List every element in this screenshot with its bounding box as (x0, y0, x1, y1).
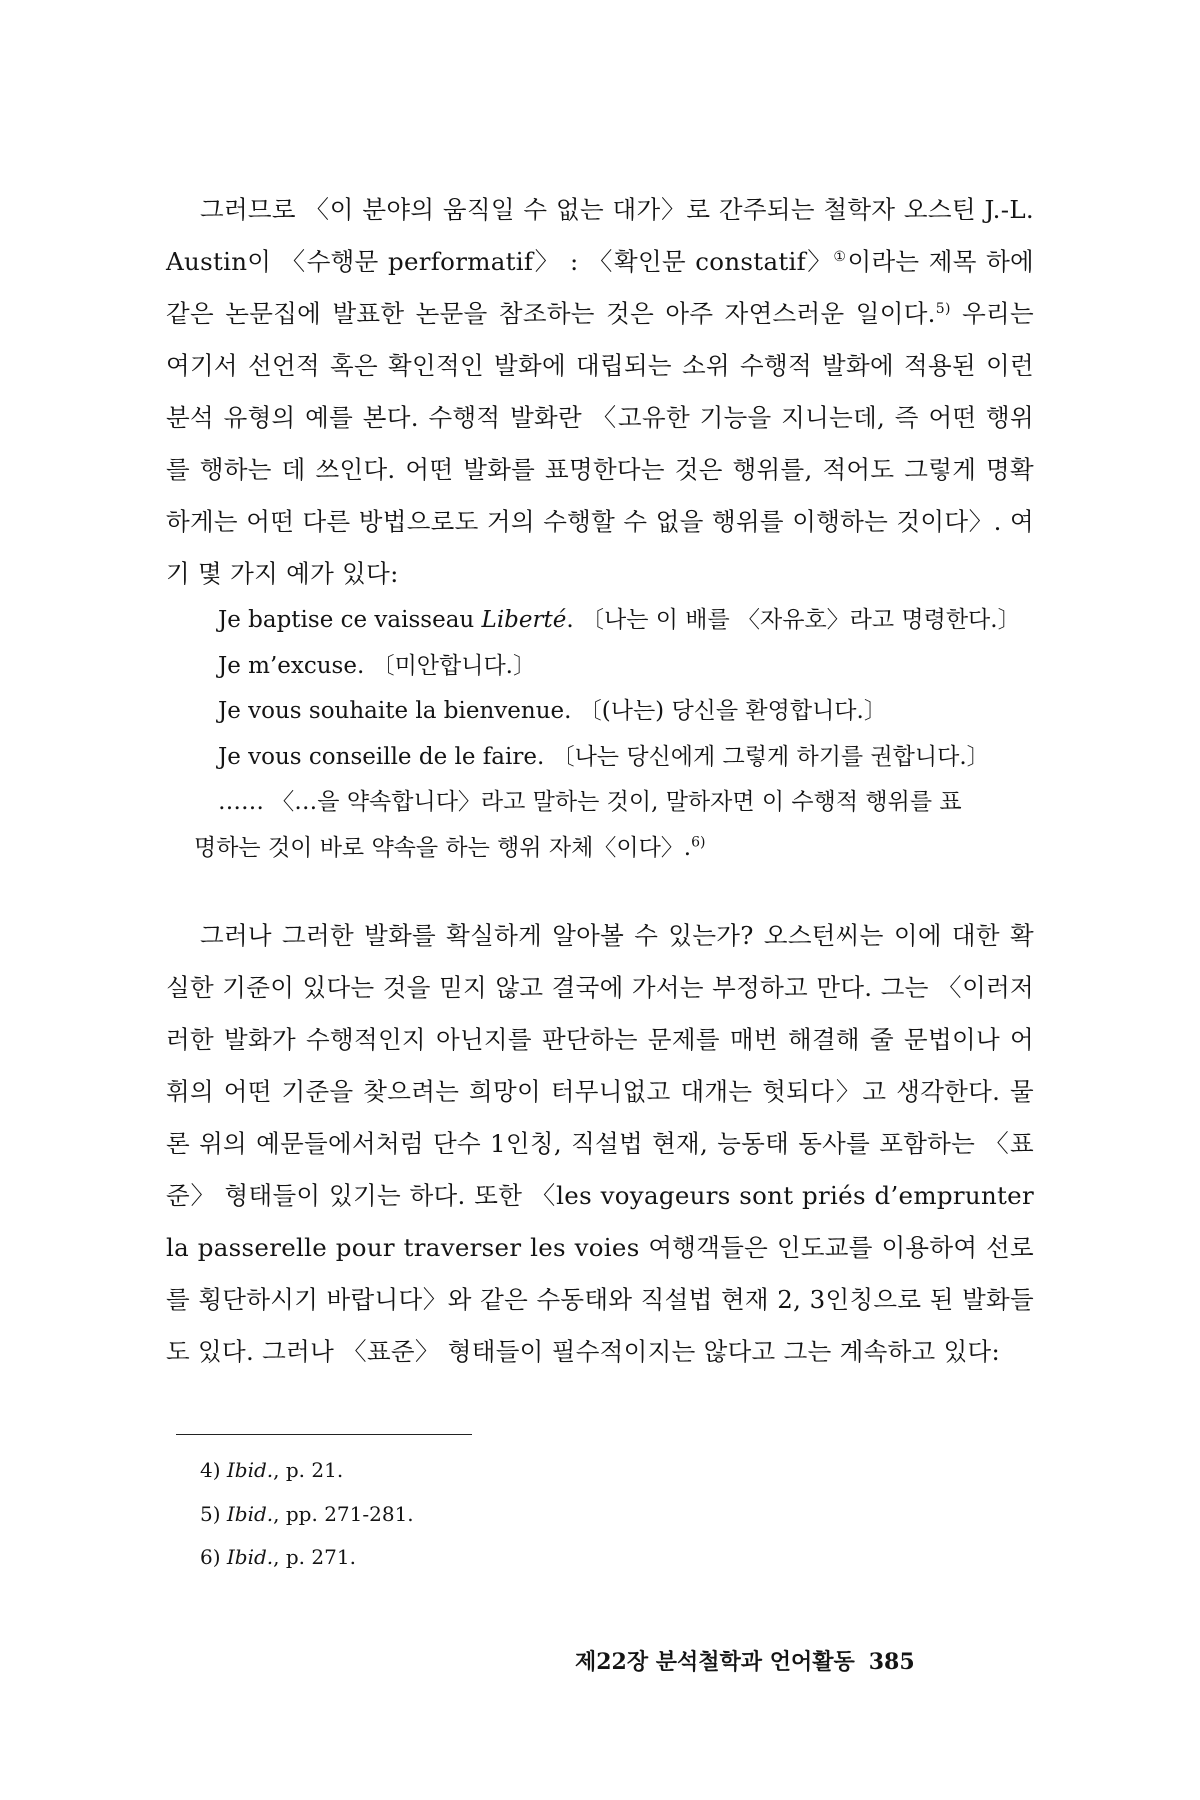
example-4-text: Je vous conseille de le faire. 〔나는 당신에게 그렇게 하기를 권합니다.〕 (218, 743, 990, 770)
paragraph-1-text-a: 그러므로 〈이 분야의 움직일 수 없는 대가〉로 간주되는 철학자 오스틴 J.-L. Austin이 〈수행문 performatif〉 : 〈확인문 constatif〉 (166, 195, 1034, 276)
footnote-5-marker: 5) (935, 300, 951, 317)
footnote-ref: Ibid. (226, 1458, 274, 1482)
footnote-item (200, 1536, 414, 1580)
example-line (218, 598, 1034, 644)
example-line (218, 735, 1034, 781)
example-line (218, 689, 1034, 735)
paragraph-2: 그러나 그러한 발화를 확실하게 알아볼 수 있는가? 오스턴씨는 이에 대한 확실한 기준이 있다는 것을 믿지 않고 결국에 가서는 부정하고 만다. 그는 〈이러저러한 발화가 수행적인지 아닌지를 판단하는 문제를 매번 해결해 줄 문법이나 어휘의 어떤 기준을 찾으려는 희망이 터무니없고 대개는 헛되다〉고 생각한다. 물론 위의 예문들에서처럼 단수 1인칭, 직설법 현재, 능동태 동사를 포함하는 〈표준〉 형태들이 있기는 하다. 또한 〈les voyageurs sont priés d’emprunter la passerelle pour traverser les voies 여행객들은 인도교를 이용하여 선로를 횡단하시기 바랍니다〉와 같은 수동태와 직설법 현재 2, 3인칭으로 된 발화들도 있다. 그러나 〈표준〉 형태들이 필수적이지는 않다고 그는 계속하고 있다: (166, 921, 1034, 1366)
footnote-rest: , pp. 271-281. (273, 1501, 414, 1526)
footnote-4-marker: ① (833, 248, 848, 265)
footnotes (200, 1449, 414, 1580)
footnote-ref: Ibid. (226, 1545, 274, 1569)
page-footer (575, 1645, 975, 1676)
footnote-rest: , p. 271. (273, 1545, 356, 1569)
footnote-divider (176, 1434, 472, 1435)
example-1-text-b: . 〔나는 이 배를 〈자유호〉라고 명령한다.〕 (566, 607, 1021, 633)
running-chapter-title: 제22장 분석철학과 언어활동 (575, 1649, 855, 1675)
paragraph-1-text-b: 이라는 제목 하에 같은 논문집에 발표한 논문을 참조하는 것은 아주 자연스러운 일이다. (166, 247, 1034, 328)
footnote-ref: Ibid. (226, 1501, 274, 1526)
example-2-text: Je m’excuse. 〔미안합니다.〕 (218, 652, 536, 679)
footnote-6-marker: 6) (691, 833, 706, 850)
page-number: 385 (868, 1649, 915, 1675)
footnote-number: 4) (200, 1458, 221, 1482)
example-1-text-a: Je baptise ce vaisseau (218, 607, 482, 633)
quote-continuation-tail-line (194, 826, 1034, 872)
example-quotation (194, 598, 1034, 871)
quote-continuation-head: …… 〈…을 약속합니다〉라고 말하는 것이, 말하자면 이 수행적 행위를 표 (218, 789, 962, 815)
paragraph-1-text-c: 우리는 여기서 선언적 혹은 확인적인 발화에 대립되는 소위 수행적 발화에 적용된 이런 분석 유형의 예를 본다. 수행적 발화란 〈고유한 기능을 지니는데, 즉 어떤 행위를 행하는 데 쓰인다. 어떤 발화를 표명한다는 것은 행위를, 적어도 그렇게 명확하게는 어떤 다른 방법으로도 거의 수행할 수 없을 행위를 이행하는 것이다〉. 여기 몇 가지 예가 있다: (166, 299, 1034, 588)
footnote-number: 6) (200, 1545, 221, 1569)
example-line (218, 644, 1034, 690)
footnote-number: 5) (200, 1501, 221, 1526)
footnote-rest: , p. 21. (273, 1458, 344, 1482)
footnote-item (200, 1449, 414, 1493)
quote-continuation-tail: 명하는 것이 바로 약속을 하는 행위 자체〈이다〉. (194, 834, 692, 861)
example-3-text: Je vous souhaite la bienvenue. 〔(나는) 당신을 환영합니다.〕 (218, 698, 887, 724)
example-1-italic: Liberté (481, 607, 567, 633)
footnote-item (200, 1493, 414, 1537)
paragraph-1 (166, 184, 1034, 600)
quote-continuation (194, 780, 1034, 871)
